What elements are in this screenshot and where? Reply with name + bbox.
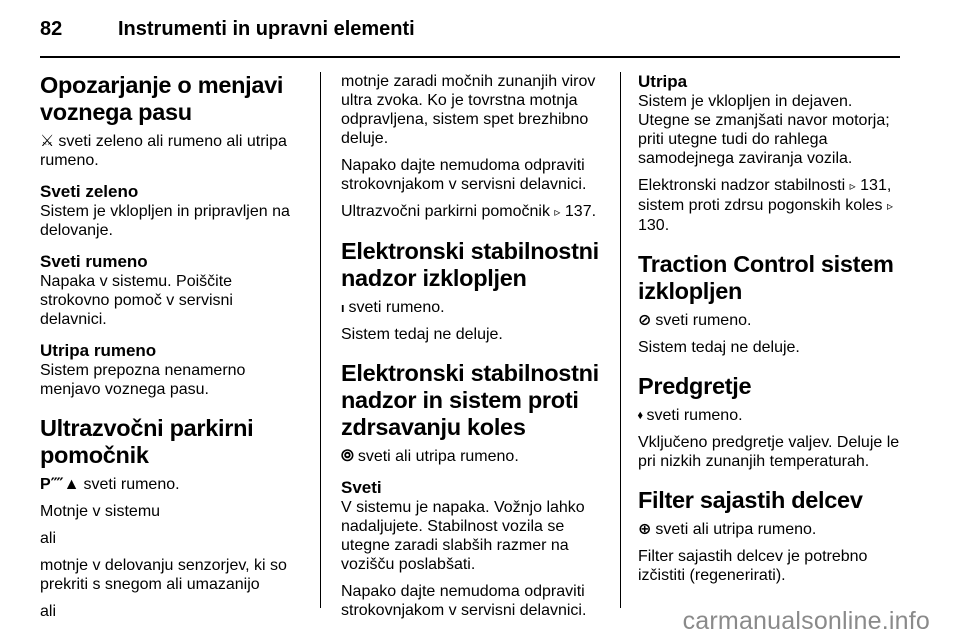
paragraph: Sistem tedaj ne deluje. xyxy=(341,326,503,343)
paragraph: Napako dajte nemudoma odpraviti strokovnjakom v servisni delavnici. xyxy=(341,583,587,619)
paragraph: motnje zaradi močnih zunanjih virov ultra zvoka. Ko je tovrstna motnja odpravljena, sistem spet brezhibno deluje. xyxy=(341,73,596,147)
paragraph-reference: Elektronski nadzor stabilnosti ▹ 131, sistem proti zdrsu pogonskih koles ▹ 130. xyxy=(638,177,894,234)
section-title-esp-tc: Elektronski stabilnostni nadzor in sistem proti zdrsavanju koles xyxy=(341,360,599,440)
section-intro: ⊕ sveti ali utripa rumeno. xyxy=(638,521,817,538)
paragraph: Vključeno predgretje valjev. Deluje le pri nizkih zunanjih temperaturah. xyxy=(638,434,900,470)
paragraph: ali xyxy=(40,530,57,547)
traction-control-off-icon: ⊘ xyxy=(638,312,652,329)
section-intro: ₗ sveti rumeno. xyxy=(341,299,445,316)
subheading-blink: Utripa xyxy=(638,72,688,91)
reference-arrow-icon: ▹ xyxy=(887,199,894,213)
paragraph: motnje v delovanju senzorjev, ki so prekriti s snegom ali umazanijo xyxy=(40,557,287,593)
section-title-esp-off: Elektronski stabilnostni nadzor izklopljen xyxy=(341,238,599,291)
section-title-tc-off: Traction Control sistem izklopljen xyxy=(638,251,894,304)
reference-arrow-icon: ▹ xyxy=(554,205,561,219)
subheading-yellow: Sveti rumeno xyxy=(40,252,148,271)
esp-icon: ⦾ xyxy=(341,448,354,465)
paragraph: Sistem tedaj ne deluje. xyxy=(638,339,800,356)
paragraph: Napaka v sistemu. Poiščite strokovno pomoč v servisni delavnici. xyxy=(40,273,233,328)
paragraph-reference: Ultrazvočni parkirni pomočnik ▹ 137. xyxy=(341,203,597,220)
page-number: 82 xyxy=(40,17,63,40)
section-intro: ⬪ sveti rumeno. xyxy=(638,407,743,424)
header-rule xyxy=(40,56,900,58)
particle-filter-icon: ⊕ xyxy=(638,521,652,538)
page-reference[interactable]: 130. xyxy=(638,217,670,234)
column-divider xyxy=(620,72,621,608)
section-intro: ⦾ sveti ali utripa rumeno. xyxy=(341,448,519,465)
paragraph: Sistem prepozna nenamerno menjavo voznega pasu. xyxy=(40,362,246,398)
column-1 xyxy=(40,72,302,629)
paragraph: Napako dajte nemudoma odpraviti strokovnjakom v servisni delavnici. xyxy=(341,157,587,193)
page-reference[interactable]: 137. xyxy=(564,203,597,220)
reference-arrow-icon: ▹ xyxy=(849,179,856,193)
section-title-lane-departure: Opozarjanje o menjavi voznega pasu xyxy=(40,72,284,125)
paragraph: ali xyxy=(40,603,57,620)
page-reference[interactable]: 131, xyxy=(860,177,892,194)
section-title-dpf: Filter sajastih delcev xyxy=(638,487,863,513)
subheading-green: Sveti zeleno xyxy=(40,182,139,201)
section-title-parking-assist: Ultrazvočni parkirni pomočnik xyxy=(40,415,254,468)
paragraph: Sistem je vklopljen in pripravljen na delovanje. xyxy=(40,203,290,239)
section-title-preheat: Predgretje xyxy=(638,373,752,399)
column-divider xyxy=(320,72,321,608)
column-3 xyxy=(638,72,900,593)
section-intro: ⊘ sveti rumeno. xyxy=(638,312,752,329)
paragraph: Motnje v sistemu xyxy=(40,503,161,520)
parking-assist-icon: P⁗▲ xyxy=(40,476,80,493)
column-2 xyxy=(341,72,603,628)
chapter-title: Instrumenti in upravni elementi xyxy=(118,17,415,40)
paragraph: Filter sajastih delcev je potrebno izčistiti (regenerirati). xyxy=(638,548,868,584)
section-intro: P⁗▲ sveti rumeno. xyxy=(40,476,180,493)
page-header xyxy=(40,12,415,46)
paragraph: V sistemu je napaka. Vožnjo lahko nadaljujete. Stabilnost vozila se utegne zaradi slabših razmer na vozišču poslabšati. xyxy=(341,499,585,573)
preheat-icon: ⬪ xyxy=(638,407,643,424)
section-intro: ⚔ sveti zeleno ali rumeno ali utripa rumeno. xyxy=(40,133,287,169)
subheading-blink: Utripa rumeno xyxy=(40,341,157,360)
watermark: carmanualsonline.info xyxy=(682,607,930,635)
paragraph: Sistem je vklopljen in dejaven. Utegne se zmanjšati navor motorja; priti utegne tudi do rahlega samodejnega zaviranja vozila. xyxy=(638,93,890,167)
esp-off-icon: ₗ xyxy=(341,299,345,316)
subheading-on: Sveti xyxy=(341,478,382,497)
lane-departure-icon: ⚔ xyxy=(40,133,55,150)
